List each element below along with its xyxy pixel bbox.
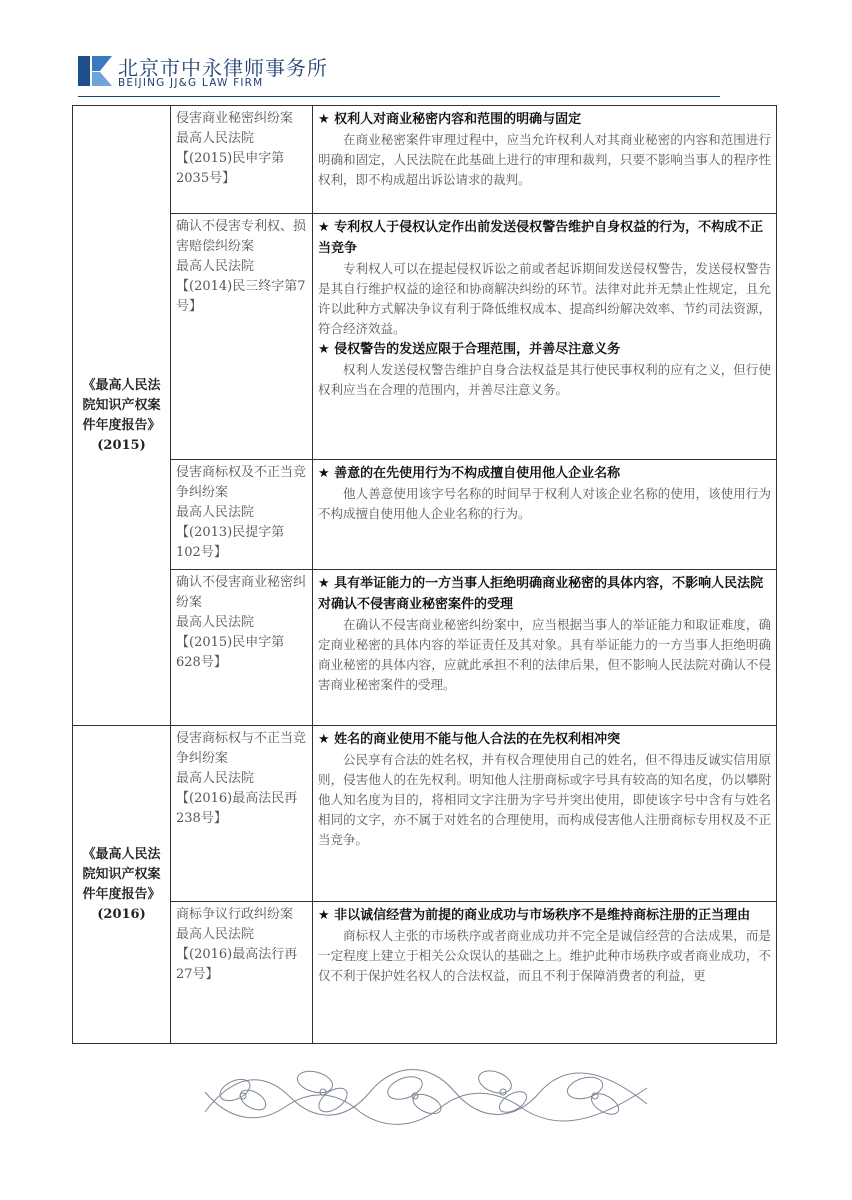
firm-logo-icon: [78, 54, 112, 88]
point-title: ★ 专利权人于侵权认定作出前发送侵权警告维护自身权益的行为，不构成不正当竞争: [318, 220, 764, 256]
case-cell: [171, 726, 313, 902]
summary-cell: [313, 902, 777, 1044]
case-cell: [171, 214, 313, 460]
court-name: 最高人民法院: [176, 615, 255, 630]
table-row: [73, 460, 777, 570]
case-cell: [171, 460, 313, 570]
table-row: [73, 726, 777, 902]
report-cell: 《最高人民法院知识产权案件年度报告》(2015): [73, 106, 171, 726]
court-name: 最高人民法院: [176, 505, 255, 520]
point-title: ★ 权利人对商业秘密内容和范围的明确与固定: [318, 112, 582, 127]
point-body: 在确认不侵害商业秘密纠纷案中，应当根据当事人的举证能力和取证难度，确定商业秘密的具体内容的举证责任及其对象。具有举证能力的一方当事人拒绝明确商业秘密的具体内容，应就此承担不利的法律后果，但不影响人民法院对确认不侵害商业秘密案件的受理。: [318, 617, 771, 692]
case-cell: [171, 902, 313, 1044]
case-name: 侵害商标权及不正当竞争纠纷案: [176, 465, 307, 500]
summary-cell: [313, 460, 777, 570]
point-title: ★ 侵权警告的发送应限于合理范围，并善尽注意义务: [318, 342, 621, 357]
point-title: ★ 姓名的商业使用不能与他人合法的在先权利相冲突: [318, 732, 621, 747]
point-body: 在商业秘密案件审理过程中，应当允许权利人对其商业秘密的内容和范围进行明确和固定，人民法院在此基础上进行的审理和裁判，只要不影响当事人的程序性权利，即不构成超出诉讼请求的裁判。: [318, 132, 771, 187]
case-number: 【(2013)民提字第102号】: [176, 525, 285, 560]
case-number: 【(2014)民三终字第7号】: [176, 279, 306, 314]
point-body: 公民享有合法的姓名权，并有权合理使用自己的姓名，但不得违反诚实信用原则，侵害他人的在先权利。明知他人注册商标或字号具有较高的知名度，仍以攀附他人知名度为目的，将相同文字注册为字号并突出使用，即使该字号中含有与姓名相同的文字，亦不属于对姓名的合理使用，而构成侵害他人注册商标专用权及不正当竞争。: [318, 752, 771, 847]
case-number: 【(2016)最高法行再27号】: [176, 947, 298, 982]
court-name: 最高人民法院: [176, 771, 255, 786]
point-body: 他人善意使用该字号名称的时间早于权利人对该企业名称的使用，该使用行为不构成擅自使用他人企业名称的行为。: [318, 486, 771, 521]
table-row: [73, 214, 777, 460]
point-body: 权利人发送侵权警告维护自身合法权益是其行使民事权利的应有之义，但行使权利应当在合理的范围内，并善尽注意义务。: [318, 362, 771, 397]
point-body: 专利权人可以在提起侵权诉讼之前或者起诉期间发送侵权警告，发送侵权警告是其自行维护权益的途径和协商解决纠纷的环节。法律对此并无禁止性规定，且允许以此种方式解决争议有利于降低维权成本、提高纠纷解决效率、节约司法资源，符合经济效益。: [318, 261, 771, 336]
point-body: 商标权人主张的市场秩序或者商业成功并不完全是诚信经营的合法成果，而是一定程度上建立于相关公众误认的基础之上。维护此种市场秩序或者商业成功，不仅不利于保护姓名权人的合法权益，而且不利于保障消费者的利益，更: [318, 928, 771, 983]
case-cell: [171, 106, 313, 214]
firm-name-cn: 北京市中永律师事务所: [118, 56, 328, 80]
case-name: 确认不侵害专利权、损害赔偿纠纷案: [176, 219, 307, 254]
court-name: 最高人民法院: [176, 927, 255, 942]
table-row: [73, 902, 777, 1044]
case-number: 【(2015)民申字第628号】: [176, 635, 285, 670]
point-title: ★ 善意的在先使用行为不构成擅自使用他人企业名称: [318, 466, 621, 481]
table-row: [73, 106, 777, 214]
floral-ornament-icon: [195, 1052, 657, 1132]
point-title: ★ 具有举证能力的一方当事人拒绝明确商业秘密的具体内容，不影响人民法院对确认不侵害商业秘密案件的受理: [318, 576, 764, 612]
case-name: 商标争议行政纠纷案: [176, 907, 294, 922]
case-number: 【(2015)民申字第2035号】: [176, 151, 285, 186]
summary-cell: [313, 214, 777, 460]
letterhead: [78, 52, 720, 98]
court-name: 最高人民法院: [176, 131, 255, 146]
case-name: 侵害商业秘密纠纷案: [176, 111, 294, 126]
point-title: ★ 非以诚信经营为前提的商业成功与市场秩序不是维持商标注册的正当理由: [318, 908, 751, 923]
summary-cell: [313, 726, 777, 902]
header-divider: [78, 96, 720, 97]
table-row: [73, 570, 777, 726]
report-cell: 《最高人民法院知识产权案件年度报告》(2016): [73, 726, 171, 1044]
firm-name-en: BEIJING JJ&G LAW FIRM: [118, 77, 264, 89]
case-number: 【(2016)最高法民再238号】: [176, 791, 298, 826]
summary-cell: [313, 570, 777, 726]
summary-cell: [313, 106, 777, 214]
case-cell: [171, 570, 313, 726]
case-name: 侵害商标权与不正当竞争纠纷案: [176, 731, 307, 766]
court-name: 最高人民法院: [176, 259, 255, 274]
case-summary-table: [72, 105, 777, 1044]
case-name: 确认不侵害商业秘密纠纷案: [176, 575, 307, 610]
